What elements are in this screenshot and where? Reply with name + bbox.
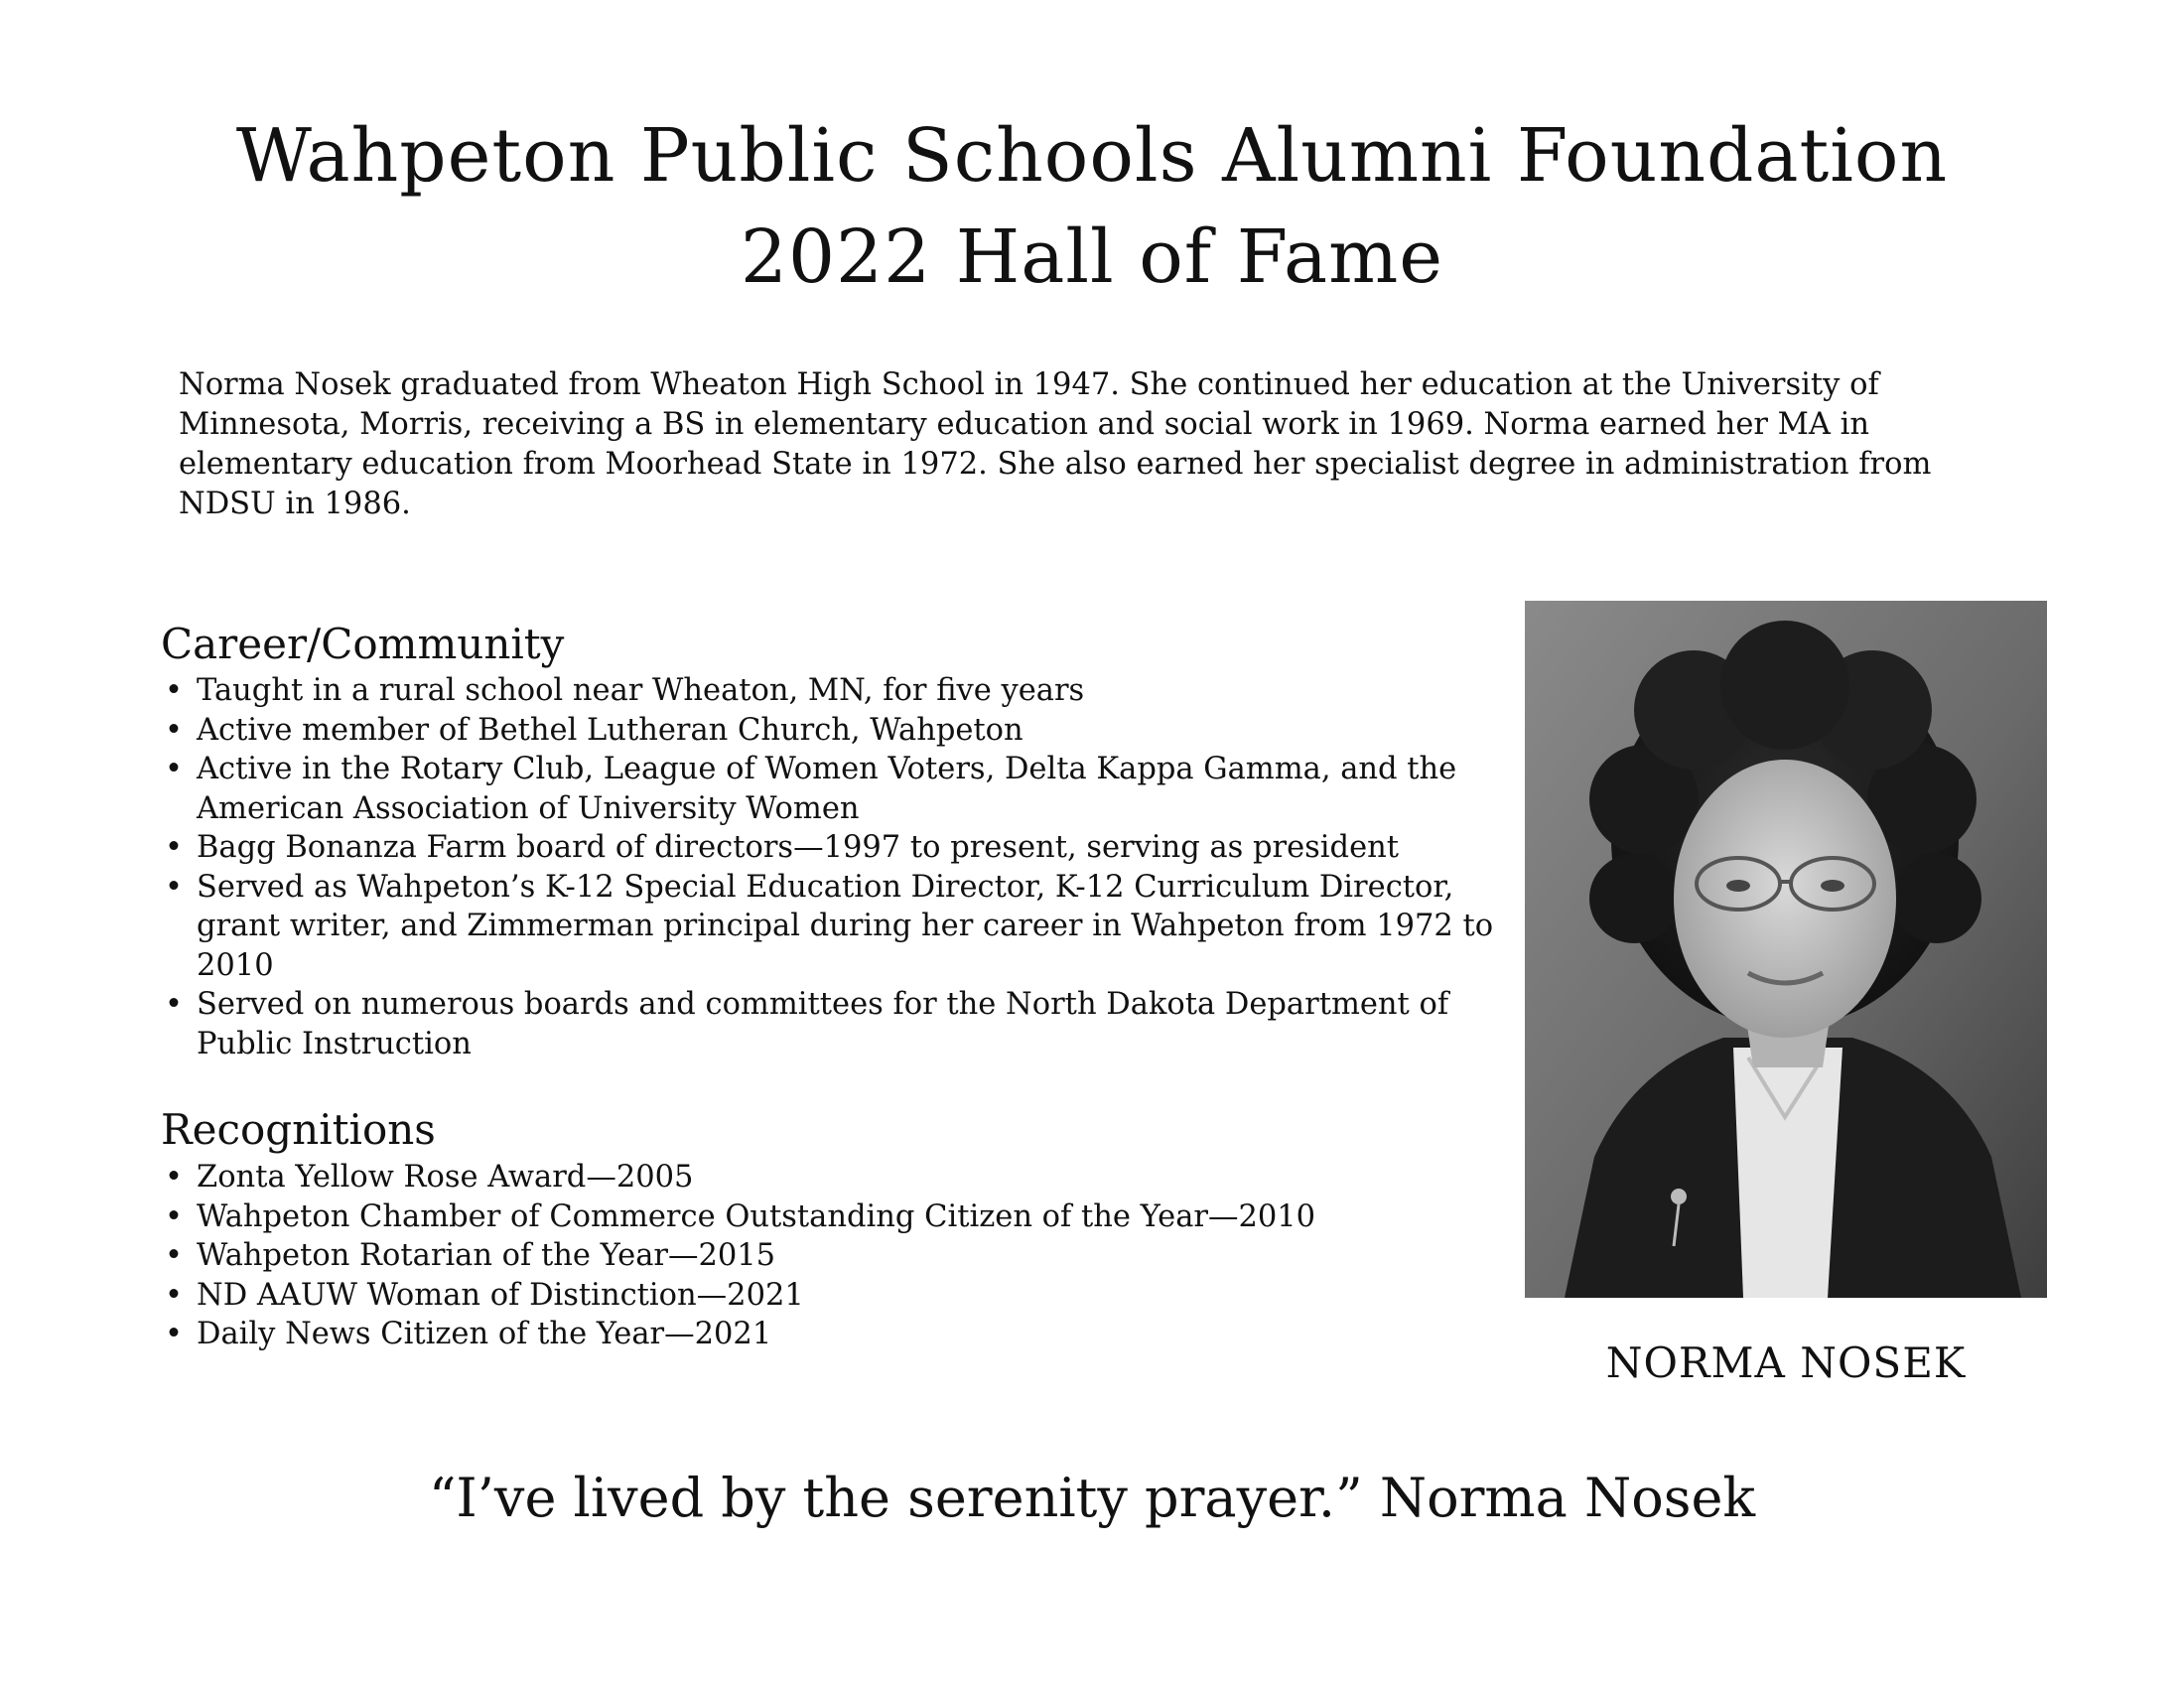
career-item: • Bagg Bonanza Farm board of directors—1997 to present, serving as president xyxy=(161,828,1531,868)
recognition-item: • Wahpeton Rotarian of the Year—2015 xyxy=(161,1236,1531,1276)
closing-quote: “I’ve lived by the serenity prayer.” Norma Nosek xyxy=(428,1467,1756,1529)
career-item: • Active member of Bethel Lutheran Church, Wahpeton xyxy=(161,711,1531,751)
career-item: • Served as Wahpeton’s K-12 Special Education Director, K-12 Curriculum Director, grant writer, and Zimmerman principal during her career in Wahpeton from 1972 to 2010 xyxy=(161,868,1531,986)
career-item: • Served on numerous boards and committees for the North Dakota Department of Public Instruction xyxy=(161,985,1531,1063)
career-list xyxy=(161,671,1531,1063)
recognition-item: • Zonta Yellow Rose Award—2005 xyxy=(161,1158,1531,1197)
page-title: Wahpeton Public Schools Alumni Foundation xyxy=(235,113,1949,199)
portrait-photo xyxy=(1525,601,2047,1298)
career-heading: Career/Community xyxy=(161,620,565,668)
portrait-caption: NORMA NOSEK xyxy=(1605,1338,1967,1387)
portrait-illustration xyxy=(1525,601,2047,1298)
recognition-item: • Wahpeton Chamber of Commerce Outstanding Citizen of the Year—2010 xyxy=(161,1197,1531,1237)
career-item: • Active in the Rotary Club, League of Women Voters, Delta Kappa Gamma, and the American Association of University Women xyxy=(161,750,1531,828)
recognition-item: • Daily News Citizen of the Year—2021 xyxy=(161,1315,1531,1354)
career-item: • Taught in a rural school near Wheaton, MN, for five years xyxy=(161,671,1531,711)
recognitions-heading: Recognitions xyxy=(161,1105,436,1154)
page-subtitle: 2022 Hall of Fame xyxy=(740,214,1444,300)
recognitions-list xyxy=(161,1158,1531,1354)
recognition-item: • ND AAUW Woman of Distinction—2021 xyxy=(161,1276,1531,1316)
intro-paragraph: Norma Nosek graduated from Wheaton High School in 1947. She continued her education at the University of Minnesota, Morris, receiving a BS in elementary education and social work in 1969. Norma earned her MA in elementary education from Moorhead State in 1972. She also earned her specialist degree in administration from NDSU in 1986. xyxy=(179,367,1932,521)
